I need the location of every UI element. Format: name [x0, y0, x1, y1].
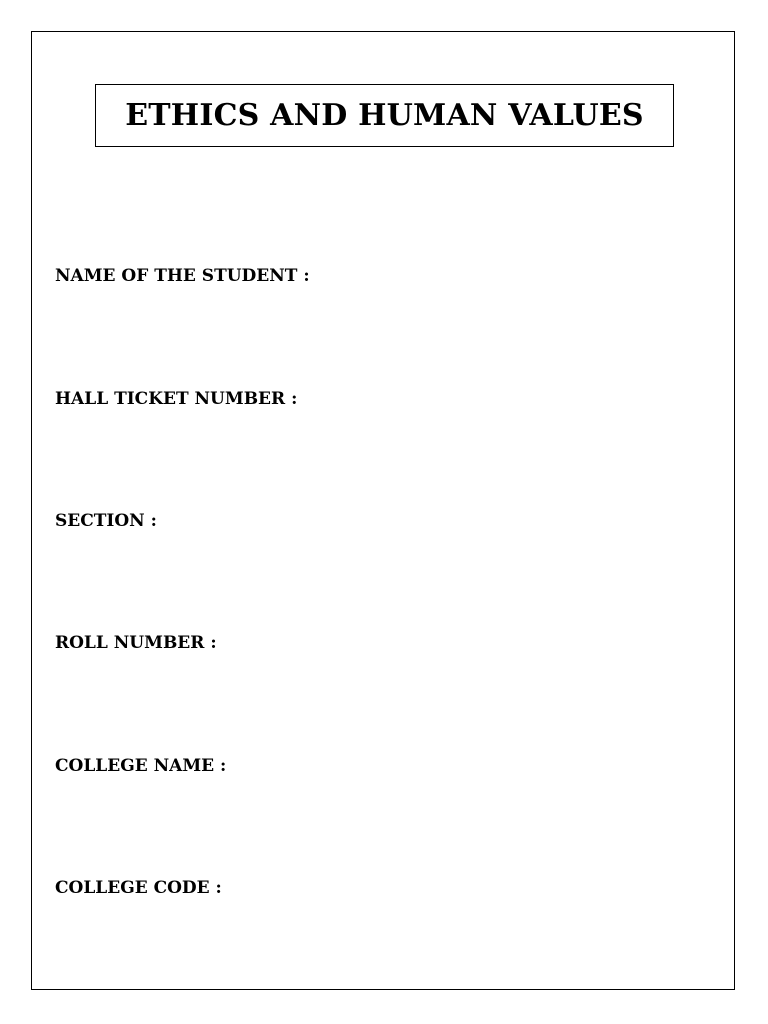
section-label: SECTION : [55, 511, 157, 531]
page-title: ETHICS AND HUMAN VALUES [125, 98, 644, 133]
student-name-label: NAME OF THE STUDENT : [55, 266, 310, 286]
college-code-label: COLLEGE CODE : [55, 878, 222, 898]
college-name-label: COLLEGE NAME : [55, 756, 227, 776]
hall-ticket-number-label: HALL TICKET NUMBER : [55, 389, 298, 409]
title-box [95, 84, 674, 147]
roll-number-label: ROLL NUMBER : [55, 633, 217, 653]
